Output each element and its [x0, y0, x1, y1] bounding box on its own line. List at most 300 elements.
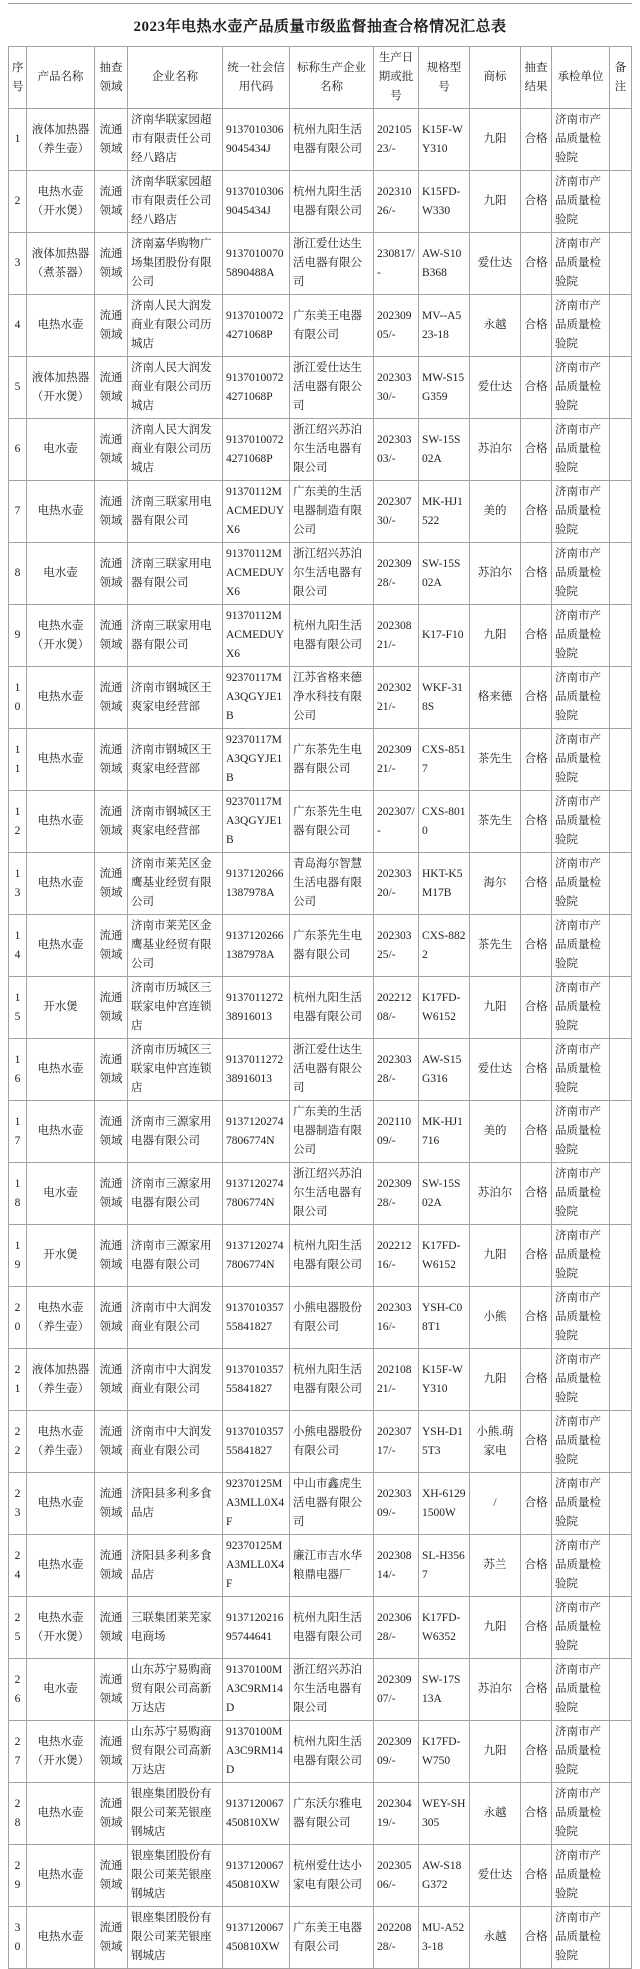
cell-production-date: 20230730/- [374, 481, 419, 543]
cell-serial-number: 27 [9, 1721, 27, 1783]
page-title: 2023年电热水壶产品质量市级监督抽查合格情况汇总表 [8, 3, 632, 46]
cell-serial-number: 20 [9, 1287, 27, 1349]
cell-production-date: 20230419/- [374, 1783, 419, 1845]
cell-remarks [610, 1225, 632, 1287]
cell-credit-code: 91371202661387978A [223, 915, 290, 977]
cell-brand: 苏兰 [470, 1535, 521, 1597]
cell-credit-code: 91371202747806774N [223, 1225, 290, 1287]
cell-company-name: 济南华联家园超市有限责任公司经八路店 [128, 109, 223, 171]
cell-serial-number: 11 [9, 729, 27, 791]
cell-inspection-agency: 济南市产品质量检验院 [552, 1163, 610, 1225]
cell-credit-code: 913701127238916013 [223, 977, 290, 1039]
header-row [9, 47, 632, 109]
cell-serial-number: 19 [9, 1225, 27, 1287]
cell-production-date: 20230905/- [374, 295, 419, 357]
cell-product-name: 电水壶 [27, 543, 95, 605]
table-row [9, 1473, 632, 1535]
cell-credit-code: 9137120067450810XW [223, 1845, 290, 1907]
cell-remarks [610, 419, 632, 481]
cell-manufacturer-name: 浙江绍兴苏泊尔生活电器有限公司 [290, 1163, 374, 1225]
table-row [9, 1721, 632, 1783]
cell-company-name: 济阳县多利多食品店 [128, 1473, 223, 1535]
cell-model: K15FD-W330 [419, 171, 470, 233]
table-row [9, 791, 632, 853]
cell-product-name: 电热水壶 [27, 1101, 95, 1163]
cell-inspection-agency: 济南市产品质量检验院 [552, 543, 610, 605]
cell-brand: 九阳 [470, 1597, 521, 1659]
cell-model: K17-F10 [419, 605, 470, 667]
cell-production-date: 20230221/- [374, 667, 419, 729]
cell-model: K15F-WY310 [419, 1349, 470, 1411]
cell-inspection-agency: 济南市产品质量检验院 [552, 1473, 610, 1535]
cell-result: 合格 [521, 791, 552, 853]
cell-company-name: 济南人民大润发商业有限公司历城店 [128, 357, 223, 419]
cell-model: XH-6129 1500W [419, 1473, 470, 1535]
cell-inspection-agency: 济南市产品质量检验院 [552, 915, 610, 977]
cell-company-name: 银座集团股份有限公司莱芜银座钢城店 [128, 1845, 223, 1907]
cell-serial-number: 14 [9, 915, 27, 977]
cell-production-date: 20231026/- [374, 171, 419, 233]
cell-credit-code: 913701127238916013 [223, 1039, 290, 1101]
cell-production-date: 20230309/- [374, 1473, 419, 1535]
cell-product-name: 液体加热器（煮茶器） [27, 233, 95, 295]
cell-inspection-agency: 济南市产品质量检验院 [552, 1349, 610, 1411]
cell-inspection-agency: 济南市产品质量检验院 [552, 109, 610, 171]
cell-product-name: 电水壶 [27, 1659, 95, 1721]
cell-brand: 永越 [470, 295, 521, 357]
cell-remarks [610, 1349, 632, 1411]
table-row [9, 1597, 632, 1659]
cell-remarks [610, 667, 632, 729]
cell-production-date: 20230316/- [374, 1287, 419, 1349]
cell-credit-code: 91370100MA3C9RM14D [223, 1659, 290, 1721]
cell-model: AW-S18G372 [419, 1845, 470, 1907]
cell-company-name: 济南市中大润发商业有限公司 [128, 1349, 223, 1411]
cell-serial-number: 13 [9, 853, 27, 915]
cell-inspection-field: 流通领域 [95, 1163, 128, 1225]
cell-company-name: 济南人民大润发商业有限公司历城店 [128, 295, 223, 357]
cell-remarks [610, 171, 632, 233]
table-row [9, 729, 632, 791]
cell-credit-code: 92370117MA3QGYJE1B [223, 729, 290, 791]
cell-product-name: 液体加热器（养生壶） [27, 109, 95, 171]
cell-manufacturer-name: 廉江市吉水华粮鼎电器厂 [290, 1535, 374, 1597]
cell-serial-number: 21 [9, 1349, 27, 1411]
cell-production-date: 20230328/- [374, 1039, 419, 1101]
cell-remarks [610, 791, 632, 853]
cell-inspection-field: 流通领域 [95, 109, 128, 171]
cell-model: WKF-318S [419, 667, 470, 729]
cell-production-date: 20230928/- [374, 1163, 419, 1225]
cell-production-date: 20230303/- [374, 419, 419, 481]
cell-credit-code: 92370117MA3QGYJE1B [223, 791, 290, 853]
cell-credit-code: 91370100724271068P [223, 295, 290, 357]
cell-credit-code: 92370117MA3QGYJE1B [223, 667, 290, 729]
cell-serial-number: 24 [9, 1535, 27, 1597]
cell-remarks [610, 1101, 632, 1163]
cell-company-name: 济南市钢城区王爽家电经营部 [128, 791, 223, 853]
cell-manufacturer-name: 广东美的生活电器制造有限公司 [290, 481, 374, 543]
cell-result: 合格 [521, 481, 552, 543]
cell-inspection-field: 流通领域 [95, 419, 128, 481]
cell-model: SL-H3567 [419, 1535, 470, 1597]
cell-result: 合格 [521, 1039, 552, 1101]
cell-inspection-agency: 济南市产品质量检验院 [552, 977, 610, 1039]
table-row [9, 915, 632, 977]
cell-product-name: 电热水壶 [27, 1783, 95, 1845]
cell-credit-code: 91371202661387978A [223, 853, 290, 915]
cell-inspection-agency: 济南市产品质量检验院 [552, 1225, 610, 1287]
cell-inspection-field: 流通领域 [95, 357, 128, 419]
cell-inspection-agency: 济南市产品质量检验院 [552, 605, 610, 667]
cell-company-name: 济南三联家用电器有限公司 [128, 605, 223, 667]
cell-serial-number: 4 [9, 295, 27, 357]
cell-remarks [610, 1039, 632, 1101]
cell-brand: 苏泊尔 [470, 419, 521, 481]
cell-company-name: 济南三联家用电器有限公司 [128, 481, 223, 543]
cell-inspection-field: 流通领域 [95, 605, 128, 667]
cell-manufacturer-name: 广东美王电器有限公司 [290, 295, 374, 357]
cell-brand: 永越 [470, 1783, 521, 1845]
table-row [9, 1287, 632, 1349]
cell-serial-number: 9 [9, 605, 27, 667]
cell-production-date: 202307/- [374, 791, 419, 853]
cell-production-date: 20210523/- [374, 109, 419, 171]
cell-remarks [610, 853, 632, 915]
cell-credit-code: 91370112MACMEDUYX6 [223, 543, 290, 605]
col-header-credit-code: 统一社会信用代码 [223, 47, 290, 109]
cell-remarks [610, 977, 632, 1039]
cell-inspection-field: 流通领域 [95, 1535, 128, 1597]
cell-product-name: 电热水壶 [27, 1907, 95, 1969]
cell-remarks [610, 915, 632, 977]
cell-production-date: 20230921/- [374, 729, 419, 791]
col-header-company-name: 企业名称 [128, 47, 223, 109]
cell-production-date: 20230814/- [374, 1535, 419, 1597]
cell-remarks [610, 1473, 632, 1535]
cell-inspection-field: 流通领域 [95, 1473, 128, 1535]
cell-remarks [610, 1721, 632, 1783]
col-header-result: 抽查结果 [521, 47, 552, 109]
cell-brand: 苏泊尔 [470, 1163, 521, 1225]
cell-product-name: 电热水壶（开水煲） [27, 171, 95, 233]
cell-inspection-agency: 济南市产品质量检验院 [552, 1907, 610, 1969]
cell-manufacturer-name: 浙江爱仕达生活电器有限公司 [290, 1039, 374, 1101]
col-header-manufacturer-name: 标称生产企业名称 [290, 47, 374, 109]
cell-remarks [610, 1535, 632, 1597]
cell-brand: 永越 [470, 1907, 521, 1969]
cell-manufacturer-name: 青岛海尔智慧生活电器有限公司 [290, 853, 374, 915]
cell-brand: 茶先生 [470, 729, 521, 791]
cell-production-date: 20230320/- [374, 853, 419, 915]
cell-credit-code: 91370112MACMEDUYX6 [223, 605, 290, 667]
cell-remarks [610, 1597, 632, 1659]
cell-result: 合格 [521, 1101, 552, 1163]
cell-remarks [610, 1783, 632, 1845]
cell-model: K17FD-W6152 [419, 977, 470, 1039]
cell-result: 合格 [521, 1659, 552, 1721]
cell-inspection-agency: 济南市产品质量检验院 [552, 1597, 610, 1659]
cell-inspection-agency: 济南市产品质量检验院 [552, 171, 610, 233]
cell-manufacturer-name: 小熊电器股份有限公司 [290, 1287, 374, 1349]
cell-result: 合格 [521, 109, 552, 171]
cell-serial-number: 22 [9, 1411, 27, 1473]
table-row [9, 1225, 632, 1287]
cell-product-name: 电热水壶（养生壶） [27, 1411, 95, 1473]
cell-product-name: 电热水壶 [27, 729, 95, 791]
cell-serial-number: 15 [9, 977, 27, 1039]
cell-inspection-field: 流通领域 [95, 543, 128, 605]
cell-brand: 九阳 [470, 977, 521, 1039]
cell-model: MV--A523-18 [419, 295, 470, 357]
cell-result: 合格 [521, 1163, 552, 1225]
cell-production-date: 20230717/- [374, 1411, 419, 1473]
cell-result: 合格 [521, 605, 552, 667]
cell-manufacturer-name: 浙江绍兴苏泊尔生活电器有限公司 [290, 543, 374, 605]
cell-production-date: 20230330/- [374, 357, 419, 419]
cell-result: 合格 [521, 295, 552, 357]
cell-inspection-field: 流通领域 [95, 1721, 128, 1783]
cell-manufacturer-name: 小熊电器股份有限公司 [290, 1411, 374, 1473]
cell-production-date: 20221216/- [374, 1225, 419, 1287]
cell-manufacturer-name: 浙江爱仕达生活电器有限公司 [290, 233, 374, 295]
cell-model: K17FD-W750 [419, 1721, 470, 1783]
cell-manufacturer-name: 杭州九阳生活电器有限公司 [290, 605, 374, 667]
cell-inspection-agency: 济南市产品质量检验院 [552, 729, 610, 791]
cell-product-name: 电热水壶 [27, 481, 95, 543]
cell-serial-number: 26 [9, 1659, 27, 1721]
cell-credit-code: 9137120067450810XW [223, 1783, 290, 1845]
cell-inspection-agency: 济南市产品质量检验院 [552, 419, 610, 481]
cell-product-name: 电热水壶 [27, 853, 95, 915]
cell-result: 合格 [521, 729, 552, 791]
cell-manufacturer-name: 广东美王电器有限公司 [290, 1907, 374, 1969]
cell-remarks [610, 1411, 632, 1473]
table-row [9, 357, 632, 419]
cell-manufacturer-name: 杭州九阳生活电器有限公司 [290, 171, 374, 233]
cell-inspection-field: 流通领域 [95, 481, 128, 543]
cell-brand: 九阳 [470, 1721, 521, 1783]
report-sheet [8, 0, 632, 1969]
cell-brand: 九阳 [470, 171, 521, 233]
cell-product-name: 电热水壶 [27, 915, 95, 977]
cell-credit-code: 91370103069045434J [223, 171, 290, 233]
cell-product-name: 电热水壶（养生壶） [27, 1287, 95, 1349]
cell-inspection-agency: 济南市产品质量检验院 [552, 1659, 610, 1721]
cell-model: SW-17S13A [419, 1659, 470, 1721]
cell-result: 合格 [521, 1597, 552, 1659]
table-row [9, 1411, 632, 1473]
cell-product-name: 开水煲 [27, 977, 95, 1039]
cell-credit-code: 92370125MA3MLL0X4F [223, 1535, 290, 1597]
table-row [9, 109, 632, 171]
cell-model: HKT-K5M17B [419, 853, 470, 915]
cell-serial-number: 6 [9, 419, 27, 481]
table-row [9, 853, 632, 915]
cell-model: MU-A523-18 [419, 1907, 470, 1969]
cell-company-name: 济南市钢城区王爽家电经营部 [128, 729, 223, 791]
table-row [9, 481, 632, 543]
cell-inspection-field: 流通领域 [95, 1907, 128, 1969]
cell-credit-code: 91371202747806774N [223, 1163, 290, 1225]
cell-remarks [610, 1163, 632, 1225]
cell-inspection-field: 流通领域 [95, 1659, 128, 1721]
cell-credit-code: 92370125MA3MLL0X4F [223, 1473, 290, 1535]
cell-inspection-agency: 济南市产品质量检验院 [552, 357, 610, 419]
col-header-product-name: 产品名称 [27, 47, 95, 109]
cell-manufacturer-name: 杭州九阳生活电器有限公司 [290, 1349, 374, 1411]
cell-inspection-field: 流通领域 [95, 853, 128, 915]
cell-company-name: 济南市历城区三联家电仲宫连锁店 [128, 977, 223, 1039]
cell-result: 合格 [521, 1845, 552, 1907]
table-row [9, 1101, 632, 1163]
cell-result: 合格 [521, 1473, 552, 1535]
cell-remarks [610, 1287, 632, 1349]
cell-company-name: 济南市中大润发商业有限公司 [128, 1287, 223, 1349]
cell-model: SW-15S02A [419, 1163, 470, 1225]
cell-product-name: 电热水壶 [27, 1535, 95, 1597]
cell-model: SW-15S02A [419, 419, 470, 481]
cell-brand: 小熊.萌家电 [470, 1411, 521, 1473]
cell-serial-number: 5 [9, 357, 27, 419]
cell-model: YSH-D15T3 [419, 1411, 470, 1473]
cell-model: K17FD-W6152 [419, 1225, 470, 1287]
cell-inspection-field: 流通领域 [95, 1783, 128, 1845]
cell-production-date: 20210821/- [374, 1349, 419, 1411]
cell-inspection-agency: 济南市产品质量检验院 [552, 1039, 610, 1101]
cell-product-name: 电热水壶（开水煲） [27, 605, 95, 667]
cell-manufacturer-name: 广东美的生活电器制造有限公司 [290, 1101, 374, 1163]
cell-production-date: 20211009/- [374, 1101, 419, 1163]
cell-result: 合格 [521, 1783, 552, 1845]
cell-model: MW-S15G359 [419, 357, 470, 419]
cell-product-name: 开水煲 [27, 1225, 95, 1287]
table-row [9, 1349, 632, 1411]
cell-serial-number: 29 [9, 1845, 27, 1907]
cell-result: 合格 [521, 915, 552, 977]
cell-product-name: 电水壶 [27, 419, 95, 481]
cell-serial-number: 2 [9, 171, 27, 233]
cell-inspection-field: 流通领域 [95, 915, 128, 977]
cell-result: 合格 [521, 1907, 552, 1969]
col-header-production-date: 生产日期或批号 [374, 47, 419, 109]
col-header-remarks: 备注 [610, 47, 632, 109]
cell-product-name: 电热水壶 [27, 667, 95, 729]
col-header-model: 规格型号 [419, 47, 470, 109]
cell-inspection-field: 流通领域 [95, 1845, 128, 1907]
cell-manufacturer-name: 浙江绍兴苏泊尔生活电器有限公司 [290, 1659, 374, 1721]
summary-table [8, 46, 632, 1969]
cell-brand: 苏泊尔 [470, 543, 521, 605]
cell-company-name: 山东苏宁易购商贸有限公司高新万达店 [128, 1659, 223, 1721]
cell-credit-code: 91371202747806774N [223, 1101, 290, 1163]
cell-result: 合格 [521, 1721, 552, 1783]
cell-manufacturer-name: 杭州九阳生活电器有限公司 [290, 1225, 374, 1287]
cell-inspection-agency: 济南市产品质量检验院 [552, 233, 610, 295]
cell-result: 合格 [521, 1225, 552, 1287]
cell-company-name: 济南华联家园超市有限责任公司经八路店 [128, 171, 223, 233]
cell-serial-number: 18 [9, 1163, 27, 1225]
cell-brand: 茶先生 [470, 791, 521, 853]
cell-credit-code: 91370100MA3C9RM14D [223, 1721, 290, 1783]
cell-production-date: 20230909/- [374, 1721, 419, 1783]
cell-product-name: 液体加热器（养生壶） [27, 1349, 95, 1411]
cell-remarks [610, 605, 632, 667]
cell-production-date: 20230928/- [374, 543, 419, 605]
cell-result: 合格 [521, 853, 552, 915]
cell-product-name: 电热水壶 [27, 1473, 95, 1535]
cell-brand: 九阳 [470, 1349, 521, 1411]
cell-company-name: 银座集团股份有限公司莱芜银座钢城店 [128, 1907, 223, 1969]
cell-inspection-field: 流通领域 [95, 729, 128, 791]
table-row [9, 419, 632, 481]
cell-credit-code: 91370100705890488A [223, 233, 290, 295]
cell-production-date: 20230821/- [374, 605, 419, 667]
cell-brand: 九阳 [470, 605, 521, 667]
cell-company-name: 山东苏宁易购商贸有限公司高新万达店 [128, 1721, 223, 1783]
cell-inspection-agency: 济南市产品质量检验院 [552, 1721, 610, 1783]
cell-credit-code: 91370112MACMEDUYX6 [223, 481, 290, 543]
cell-remarks [610, 1845, 632, 1907]
cell-company-name: 济南人民大润发商业有限公司历城店 [128, 419, 223, 481]
cell-production-date: 20221208/- [374, 977, 419, 1039]
cell-model: K15F-WY310 [419, 109, 470, 171]
cell-model: MK-HJ1716 [419, 1101, 470, 1163]
cell-manufacturer-name: 广东茶先生电器有限公司 [290, 915, 374, 977]
cell-brand: 茶先生 [470, 915, 521, 977]
cell-credit-code: 913712021695744641 [223, 1597, 290, 1659]
cell-model: CXS-8010 [419, 791, 470, 853]
cell-inspection-agency: 济南市产品质量检验院 [552, 667, 610, 729]
cell-company-name: 济南市三源家用电器有限公司 [128, 1101, 223, 1163]
cell-inspection-field: 流通领域 [95, 1411, 128, 1473]
table-row [9, 233, 632, 295]
cell-manufacturer-name: 杭州九阳生活电器有限公司 [290, 109, 374, 171]
cell-remarks [610, 481, 632, 543]
table-row [9, 543, 632, 605]
cell-remarks [610, 1907, 632, 1969]
cell-inspection-agency: 济南市产品质量检验院 [552, 1845, 610, 1907]
cell-inspection-field: 流通领域 [95, 977, 128, 1039]
cell-manufacturer-name: 浙江绍兴苏泊尔生活电器有限公司 [290, 419, 374, 481]
cell-serial-number: 3 [9, 233, 27, 295]
col-header-brand: 商标 [470, 47, 521, 109]
cell-serial-number: 23 [9, 1473, 27, 1535]
cell-model: CXS-8517 [419, 729, 470, 791]
cell-brand: 爱仕达 [470, 1039, 521, 1101]
cell-production-date: 20220828/- [374, 1907, 419, 1969]
cell-product-name: 电热水壶 [27, 1845, 95, 1907]
cell-manufacturer-name: 广东茶先生电器有限公司 [290, 791, 374, 853]
cell-inspection-agency: 济南市产品质量检验院 [552, 1411, 610, 1473]
cell-brand: 海尔 [470, 853, 521, 915]
cell-company-name: 济南市中大润发商业有限公司 [128, 1411, 223, 1473]
cell-credit-code: 913701035755841827 [223, 1287, 290, 1349]
cell-production-date: 20230506/- [374, 1845, 419, 1907]
cell-brand: 美的 [470, 1101, 521, 1163]
cell-serial-number: 7 [9, 481, 27, 543]
cell-company-name: 济南市历城区三联家电仲宫连锁店 [128, 1039, 223, 1101]
cell-credit-code: 91370100724271068P [223, 419, 290, 481]
cell-company-name: 三联集团莱芜家电商场 [128, 1597, 223, 1659]
cell-brand: 九阳 [470, 1225, 521, 1287]
cell-manufacturer-name: 杭州九阳生活电器有限公司 [290, 1597, 374, 1659]
cell-remarks [610, 233, 632, 295]
table-row [9, 1535, 632, 1597]
cell-inspection-field: 流通领域 [95, 791, 128, 853]
cell-inspection-field: 流通领域 [95, 667, 128, 729]
cell-inspection-agency: 济南市产品质量检验院 [552, 1535, 610, 1597]
